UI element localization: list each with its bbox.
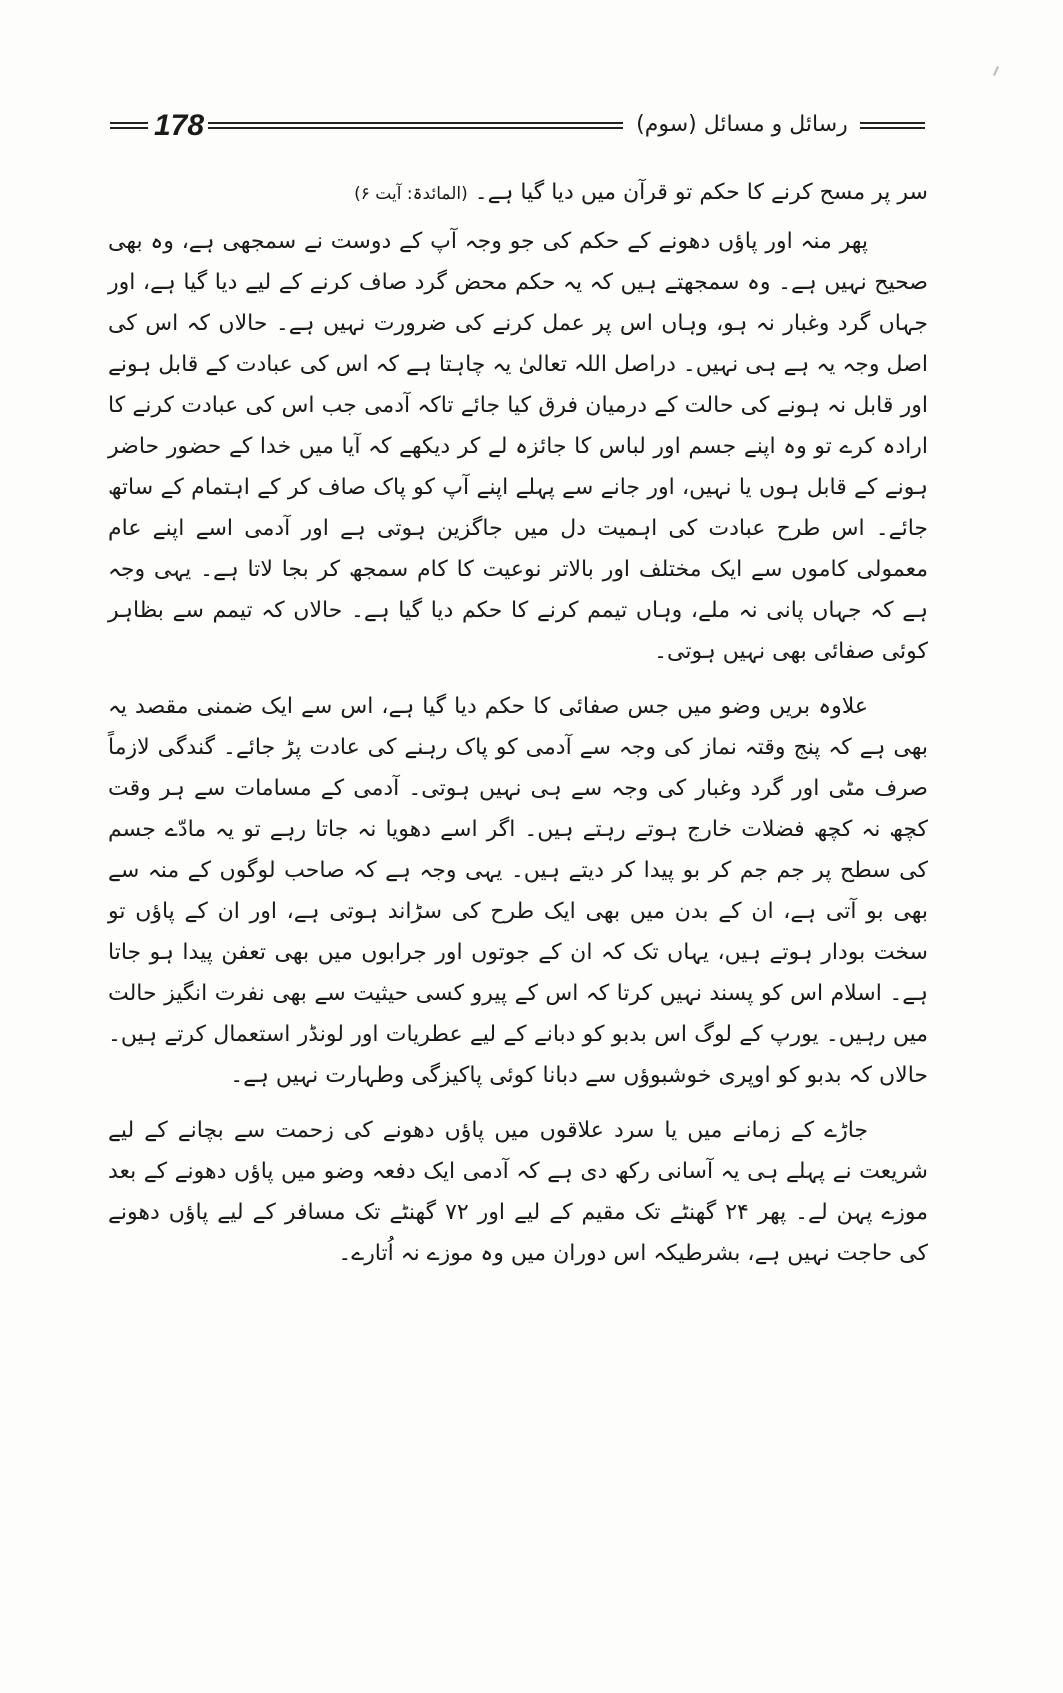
header-rule-right [860,122,925,129]
page-body [108,172,928,1274]
header-rule-middle [208,122,623,129]
paragraph: پھر منہ اور پاؤں دھونے کے حکم کی جو وجہ آپ کے دوست نے سمجھی ہے، وہ بھی صحیح نہیں ہے۔ وہ سمجھتے ہیں کہ یہ حکم محض گرد صاف کرنے کے لیے دیا گیا ہے، اور جہاں گرد وغبار نہ ہو، وہاں اس پر عمل کرنے کی ضرورت نہیں ہے۔ حالاں کہ اس کی اصل وجہ یہ ہے ہی نہیں۔ دراصل اللہ تعالیٰ یہ چاہتا ہے کہ اس کی عبادت کے قابل ہونے اور قابل نہ ہونے کی حالت کے درمیان فرق کیا جائے تاکہ آدمی جب اس کی عبادت کرنے کا ارادہ کرے تو وہ اپنے جسم اور لباس کا جائزہ لے کر دیکھے کہ آیا میں خدا کے حضور حاضر ہونے کے قابل ہوں یا نہیں، اور جانے سے پہلے اپنے آپ کو پاک صاف کر کے اہتمام کے ساتھ جائے۔ اس طرح عبادت کی اہمیت دل میں جاگزین ہوتی ہے اور آدمی اسے اپنے عام معمولی کاموں سے ایک مختلف اور بالاتر نوعیت کا کام سمجھ کر بجا لاتا ہے۔ یہی وجہ ہے کہ جہاں پانی نہ ملے، وہاں تیمم کرنے کا حکم دیا گیا ہے۔ حالاں کہ تیمم سے بظاہر کوئی صفائی بھی نہیں ہوتی۔ [108,229,928,664]
running-title: رسائل و مسائل (سوم) [636,112,848,137]
quran-citation: (المائدۃ: آیت ۶) [354,184,468,204]
scan-speck [993,66,999,76]
paragraph-opening [108,172,928,215]
paragraph-text: سر پر مسح کرنے کا حکم تو قرآن میں دیا گیا ہے۔ [474,180,928,205]
paragraph: جاڑے کے زمانے میں یا سرد علاقوں میں پاؤں دھونے کی زحمت سے بچانے کے لیے شریعت نے پہلے ہی یہ آسانی رکھ دی ہے کہ آدمی ایک دفعہ وضو میں پاؤں دھونے کے بعد موزے پہن لے۔ پھر ۲۴ گھنٹے تک مقیم کے لیے اور ۷۲ گھنٹے تک مسافر کے لیے پاؤں دھونے کی حاجت نہیں ہے، بشرطیکہ اس دوران میں وہ موزے نہ اُتارے۔ [108,1118,928,1266]
page-number: 178 [154,109,205,142]
page-header [110,108,925,148]
header-rule-left [110,122,148,129]
paragraph: علاوہ بریں وضو میں جس صفائی کا حکم دیا گیا ہے، اس سے ایک ضمنی مقصد یہ بھی ہے کہ پنج وقتہ نماز کی وجہ سے آدمی کو پاک رہنے کی عادت پڑ جائے۔ گندگی لازماً صرف مٹی اور گرد وغبار کی وجہ سے ہی نہیں ہوتی۔ آدمی کے مسامات سے ہر وقت کچھ نہ کچھ فضلات خارج ہوتے رہتے ہیں۔ اگر اسے دھویا نہ جاتا رہے تو یہ مادّے جسم کی سطح پر جم جم کر بو پیدا کر دیتے ہیں۔ یہی وجہ ہے کہ صاحب لوگوں کے منہ سے بھی بو آتی ہے، ان کے بدن میں بھی ایک طرح کی سڑاند ہوتی ہے، اور ان کے پاؤں تو سخت بودار ہوتے ہیں، یہاں تک کہ ان کے جوتوں اور جرابوں میں بھی تعفن پیدا ہو جاتا ہے۔ اسلام اس کو پسند نہیں کرتا کہ اس کے پیرو کسی حیثیت سے بھی نفرت انگیز حالت میں رہیں۔ یورپ کے لوگ اس بدبو کو دبانے کے لیے عطریات اور لونڈر استعمال کرتے ہیں۔ حالاں کہ بدبو کو اوپری خوشبوؤں سے دبانا کوئی پاکیزگی وطہارت نہیں ہے۔ [108,694,928,1088]
